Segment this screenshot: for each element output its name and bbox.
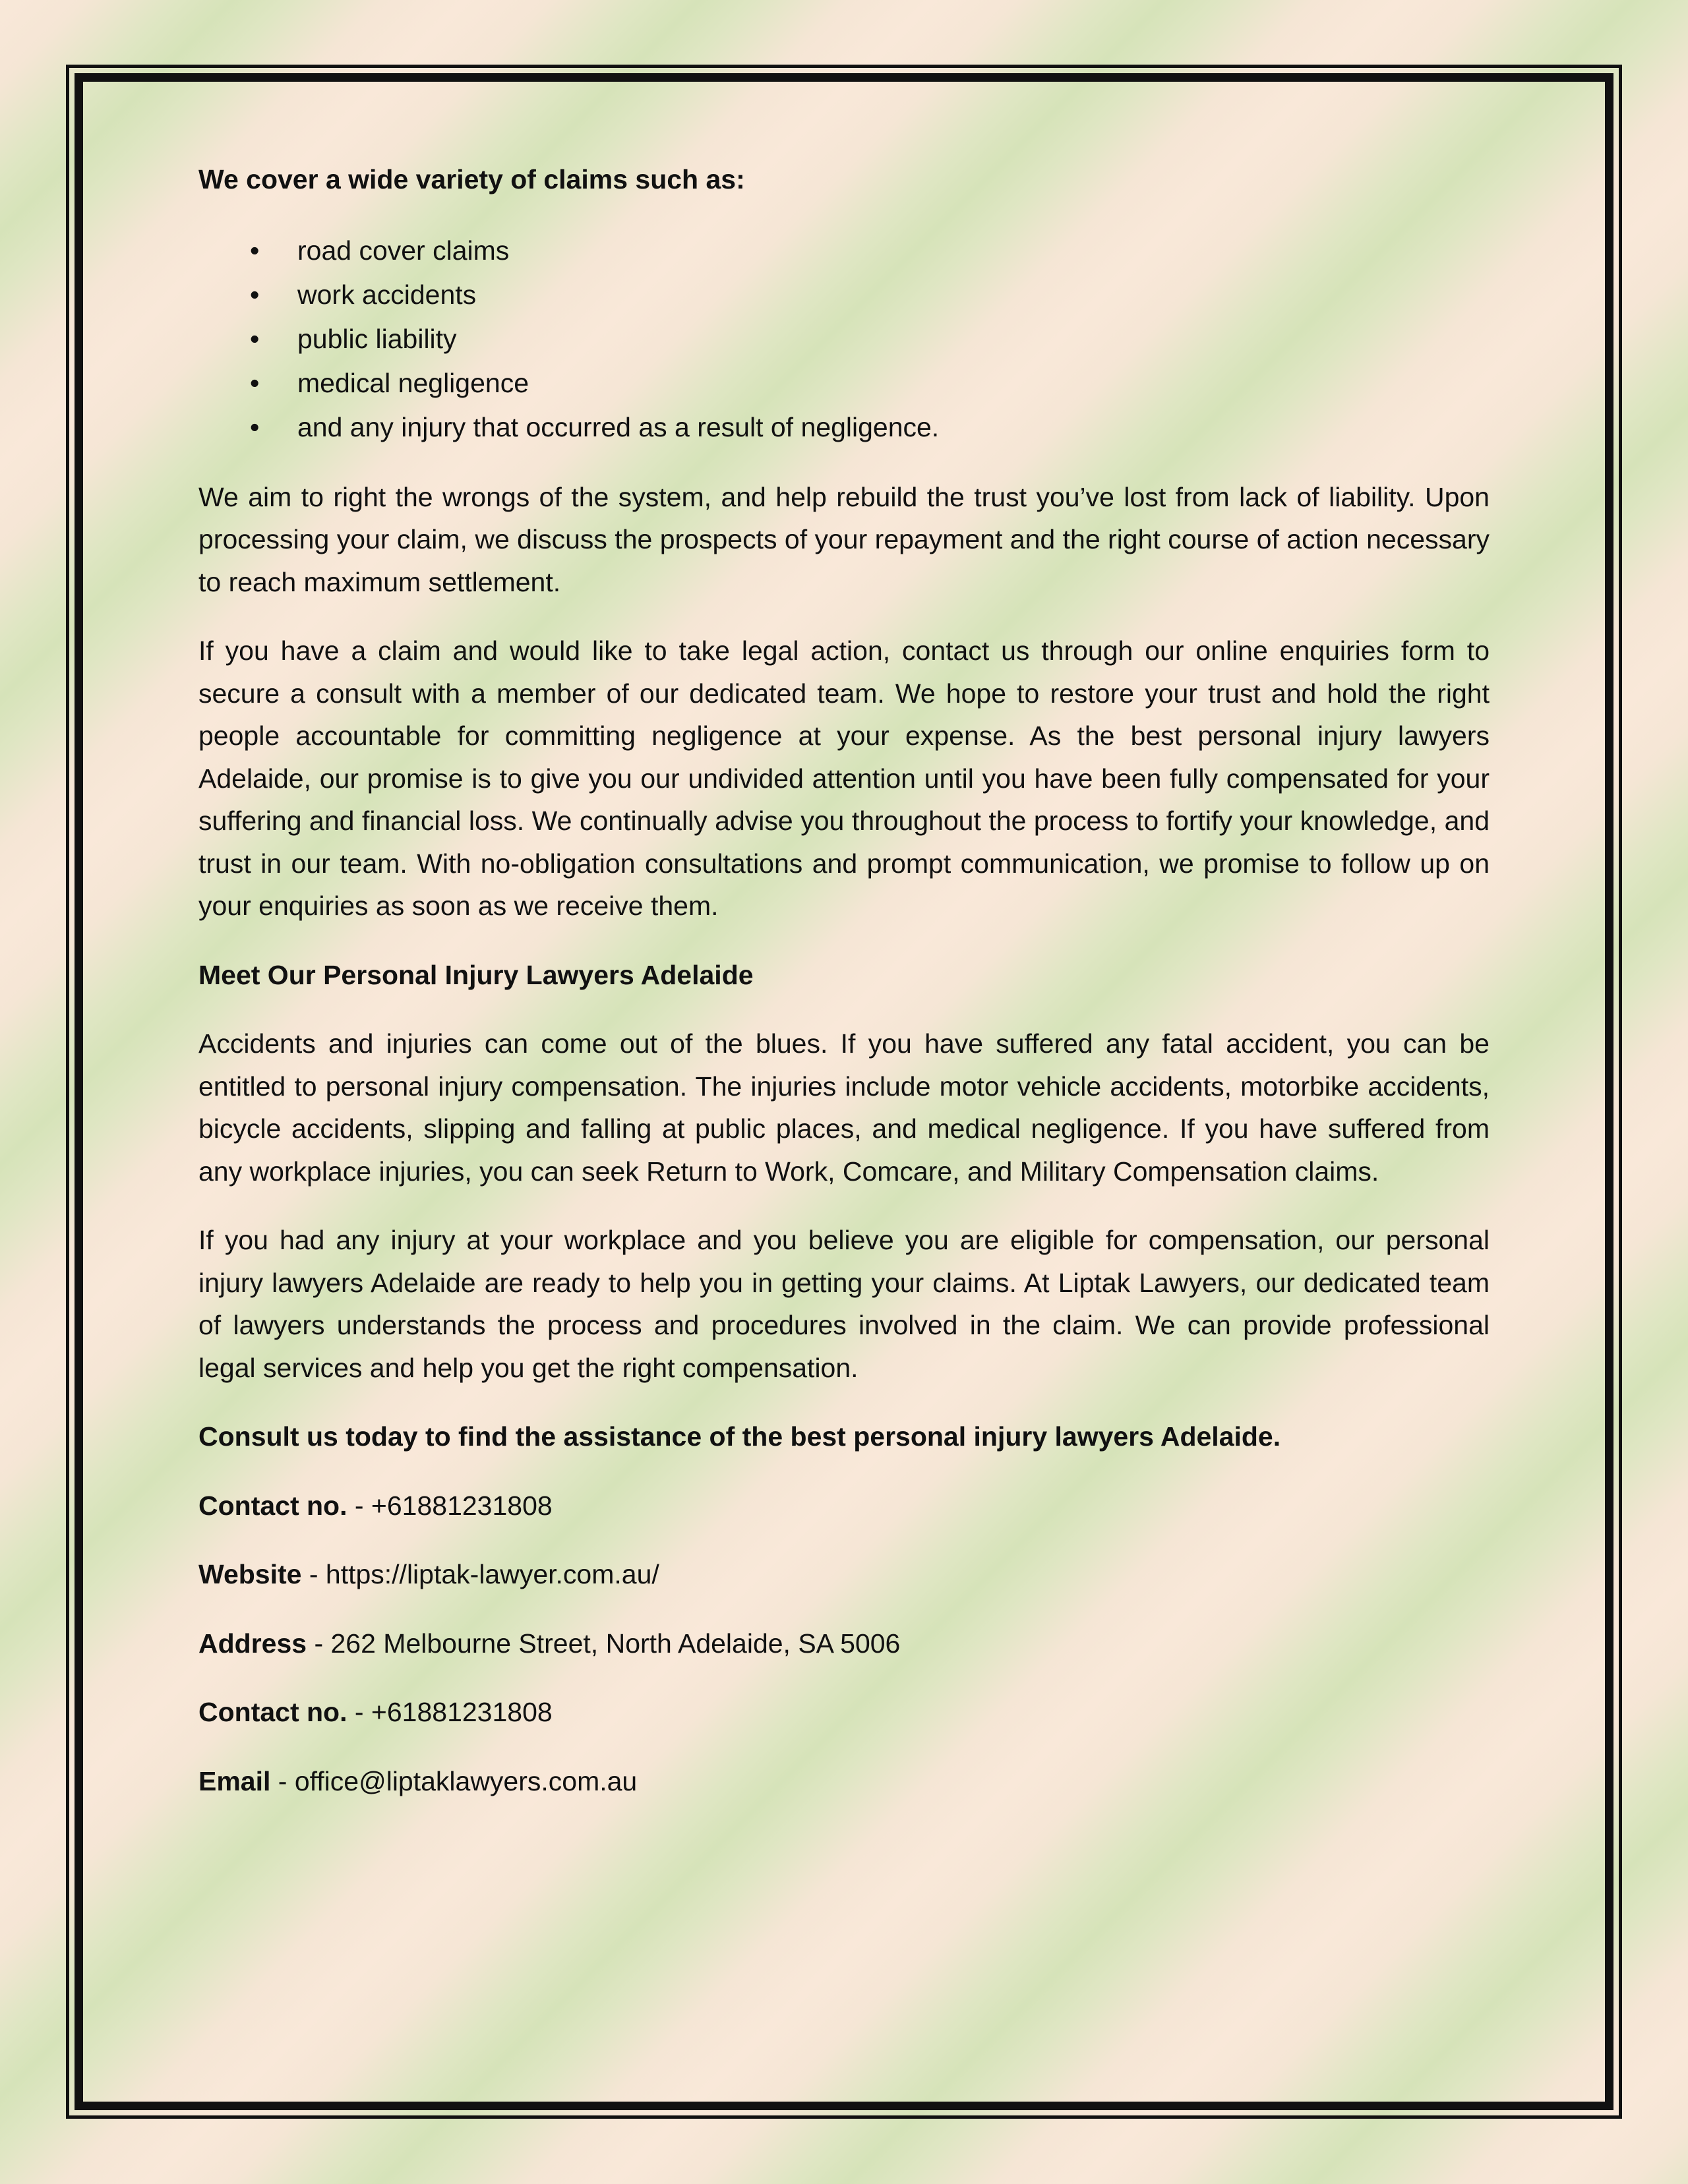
bullet-icon: • [250,279,260,310]
email-link[interactable]: office@liptaklawyers.com.au [294,1765,638,1796]
paragraph-aim: We aim to right the wrongs of the system, and help rebuild the trust you’ve lost from lack of liability. Upon processing your claim, we discuss the prospects of your repayment and the right course of action necessary to reach maximum settlement. [198,481,1490,597]
contact-website: Website - https://liptak-lawyer.com.au/ [198,1559,659,1589]
bullet-icon: • [250,323,260,354]
claims-heading: We cover a wide variety of claims such as: [198,164,745,194]
claims-list [198,229,1490,450]
paragraph-accidents: Accidents and injuries can come out of the blues. If you have suffered any fatal accident, you can be entitled to personal injury compensation. The injuries include motor vehicle accidents, motorbike accidents, bicycle accidents, slipping and falling at public places, and medical negligence. If you have suffered from any workplace injuries, you can seek Return to Work, Comcare, and Military Compensation claims. [198,1028,1490,1187]
list-item: • medical negligence [198,361,1490,405]
contact-address: Address - 262 Melbourne Street, North Adelaide, SA 5006 [198,1628,901,1659]
contact-phone: Contact no. - +61881231808 [198,1490,553,1521]
list-item: • and any injury that occurred as a result of negligence. [198,405,1490,450]
paragraph-claim-action: If you have a claim and would like to take legal action, contact us through our online enquiries form to secure a consult with a member of our dedicated team. We hope to restore your trust and hold the right people accountable for committing negligence at your expense. As the best personal injury lawyers Adelaide, our promise is to give you our undivided attention until you have been fully compensated for your suffering and financial loss. We continually advise you throughout the process to fortify your knowledge, and trust in our team. With no-obligation consultations and prompt communication, we promise to follow up on your enquiries as soon as we receive them. [198,635,1490,921]
meet-heading: Meet Our Personal Injury Lawyers Adelaide [198,959,754,990]
document-body [198,158,1490,1802]
contact-phone-2: Contact no. - +61881231808 [198,1697,553,1727]
paragraph-workplace: If you had any injury at your workplace and you believe you are eligible for compensation, our personal injury lawyers Adelaide are ready to help you in getting your claims. At Liptak Lawyers, our dedicated team of lawyers understands the process and procedures involved in the claim. We can provide professional legal services and help you get the right compensation. [198,1225,1490,1383]
contact-email: Email - office@liptaklawyers.com.au [198,1765,638,1796]
call-to-action: Consult us today to find the assistance of the best personal injury lawyers Adelaide. [198,1421,1281,1452]
list-item: • work accidents [198,273,1490,317]
website-link[interactable]: https://liptak-lawyer.com.au/ [325,1559,659,1589]
list-item: • road cover claims [198,229,1490,273]
bullet-icon: • [250,235,260,266]
bullet-icon: • [250,411,260,442]
bullet-icon: • [250,367,260,398]
list-item: • public liability [198,317,1490,361]
